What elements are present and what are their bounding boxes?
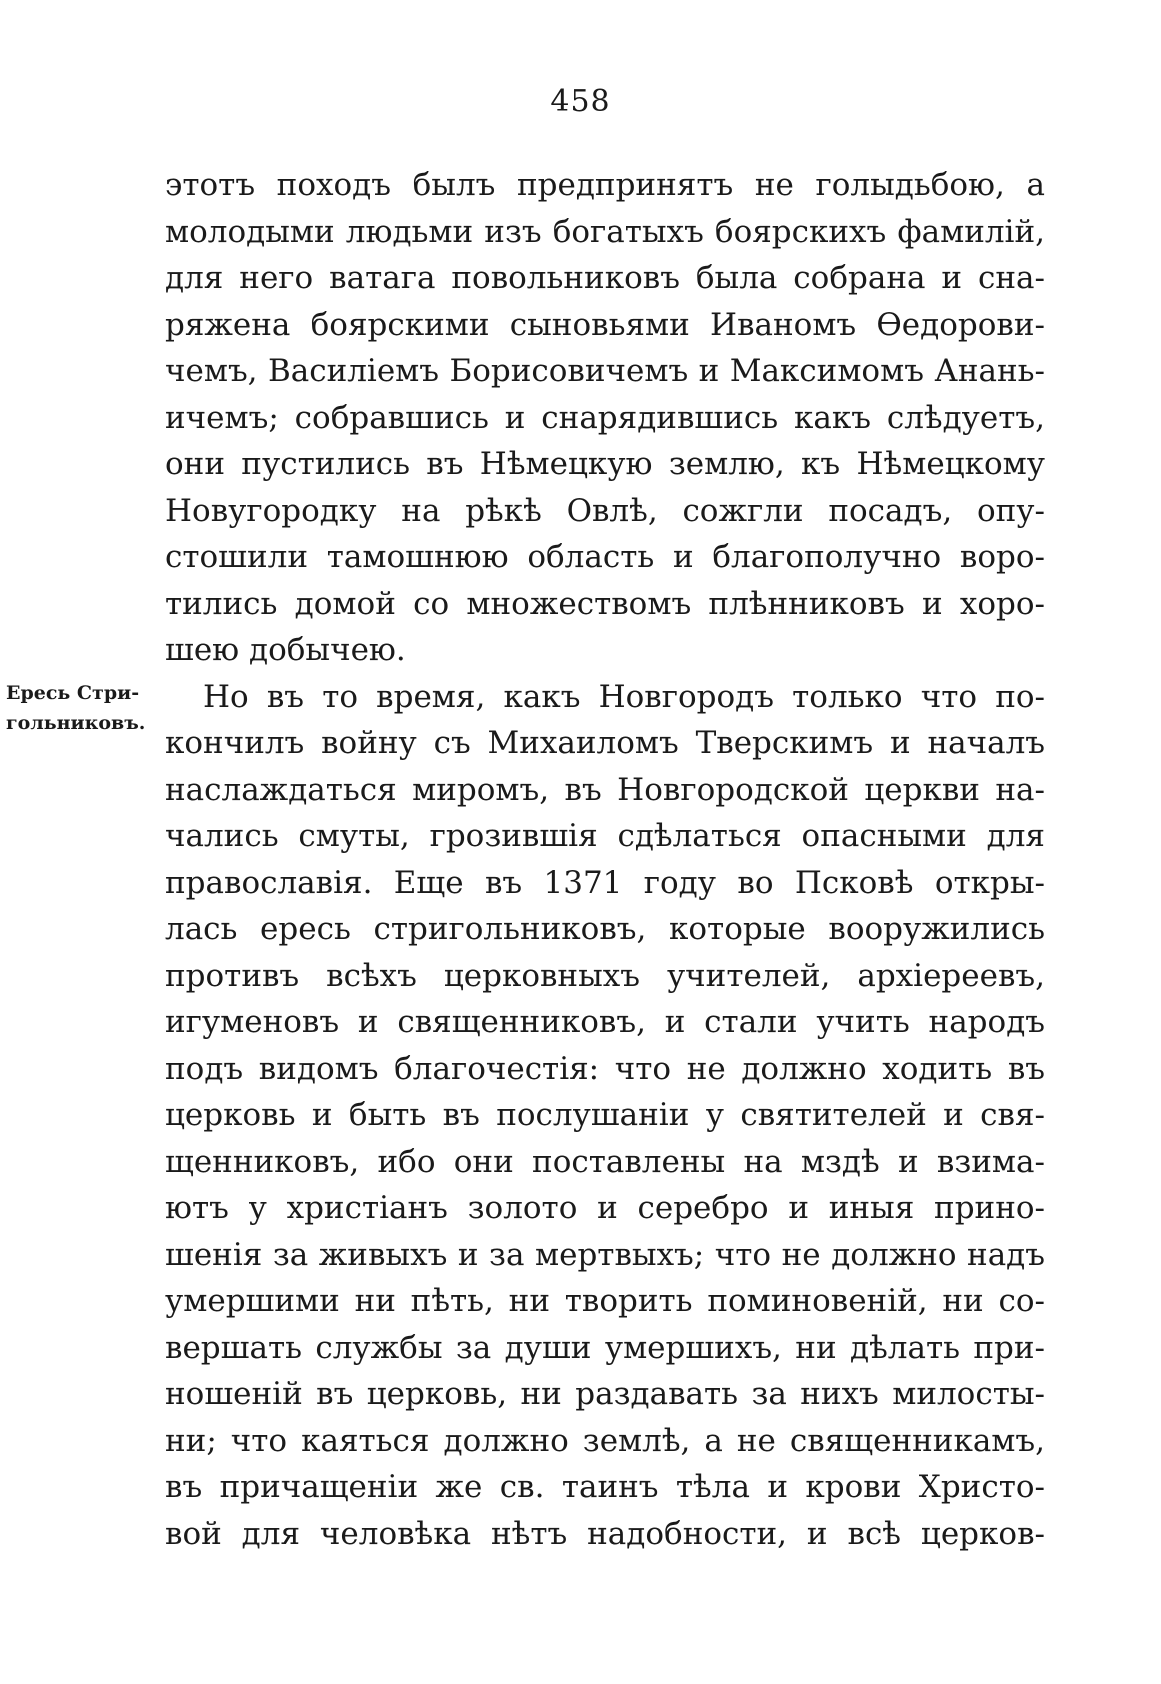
text-line: церковь и быть въ послушаніи у святителей и свя- xyxy=(165,1097,1045,1133)
margin-note xyxy=(6,678,166,738)
text-line: тились домой со множествомъ плѣнниковъ и хоро- xyxy=(165,585,1045,622)
text-line: щенниковъ, ибо они поставлены на мздѣ и взима- xyxy=(165,1143,1045,1180)
text-line: ютъ у христіанъ золото и серебро и иныя прино- xyxy=(165,1190,1045,1226)
text-line: ичемъ; собравшись и снарядившись какъ слѣдуетъ, xyxy=(165,399,1045,436)
text-line: игуменовъ и священниковъ, и стали учить народъ xyxy=(165,1004,1045,1040)
text-line: для него ватага повольниковъ была собрана и сна- xyxy=(165,260,1045,296)
text-line: ни; что каяться должно землѣ, а не священникамъ, xyxy=(165,1422,1045,1459)
text-line: молодыми людьми изъ богатыхъ боярскихъ фамилій, xyxy=(165,213,1045,250)
text-line: шенія за живыхъ и за мертвыхъ; что не должно надъ xyxy=(165,1236,1045,1273)
text-line: вершать службы за души умершихъ, ни дѣлать при- xyxy=(165,1329,1045,1366)
paragraph xyxy=(165,674,1045,1558)
text-line: подъ видомъ благочестія: что не должно ходить въ xyxy=(165,1050,1045,1087)
text-line: умершими ни пѣть, ни творить поминовеній, ни со- xyxy=(165,1283,1045,1319)
text-line: стошили тамошнюю область и благополучно воро- xyxy=(165,539,1045,575)
text-line: шею добычею. xyxy=(165,632,406,668)
text-line: чемъ, Василіемъ Борисовичемъ и Максимомъ Анань- xyxy=(165,353,1045,389)
text-line: ношеній въ церковь, ни раздавать за нихъ милосты- xyxy=(165,1376,1045,1412)
body-text xyxy=(165,162,1045,1557)
paragraph xyxy=(165,162,1045,674)
margin-note-line: Ересь Стри- xyxy=(6,682,140,704)
text-line: вой для человѣка нѣтъ надобности, и всѣ церков- xyxy=(165,1515,1045,1552)
text-line: православія. Еще въ 1371 году во Псковѣ откры- xyxy=(165,864,1045,901)
text-line: въ причащеніи же св. таинъ тѣла и крови Христо- xyxy=(165,1469,1045,1505)
text-line: Но въ то время, какъ Новгородъ только что по- xyxy=(203,678,1045,715)
text-line: лась ересь стригольниковъ, которые вооружились xyxy=(165,911,1045,947)
page-number: 458 xyxy=(550,84,611,119)
text-line: ряжена боярскими сыновьями Иваномъ Өедорови- xyxy=(165,306,1045,343)
text-line: они пустились въ Нѣмецкую землю, къ Нѣмецкому xyxy=(165,446,1045,482)
text-line: кончилъ войну съ Михаиломъ Тверскимъ и началъ xyxy=(165,725,1045,761)
text-line: противъ всѣхъ церковныхъ учителей, архіереевъ, xyxy=(165,957,1045,994)
text-line: наслаждаться миромъ, въ Новгородской церкви на- xyxy=(165,771,1045,808)
margin-note-line: гольниковъ. xyxy=(6,712,146,734)
text-line: Новугородку на рѣкѣ Овлѣ, сожгли посадъ, опу- xyxy=(165,492,1045,529)
text-line: этотъ походъ былъ предпринятъ не голыдьбою, а xyxy=(165,167,1045,203)
text-line: чались смуты, грозившія сдѣлаться опасными для xyxy=(165,818,1045,854)
